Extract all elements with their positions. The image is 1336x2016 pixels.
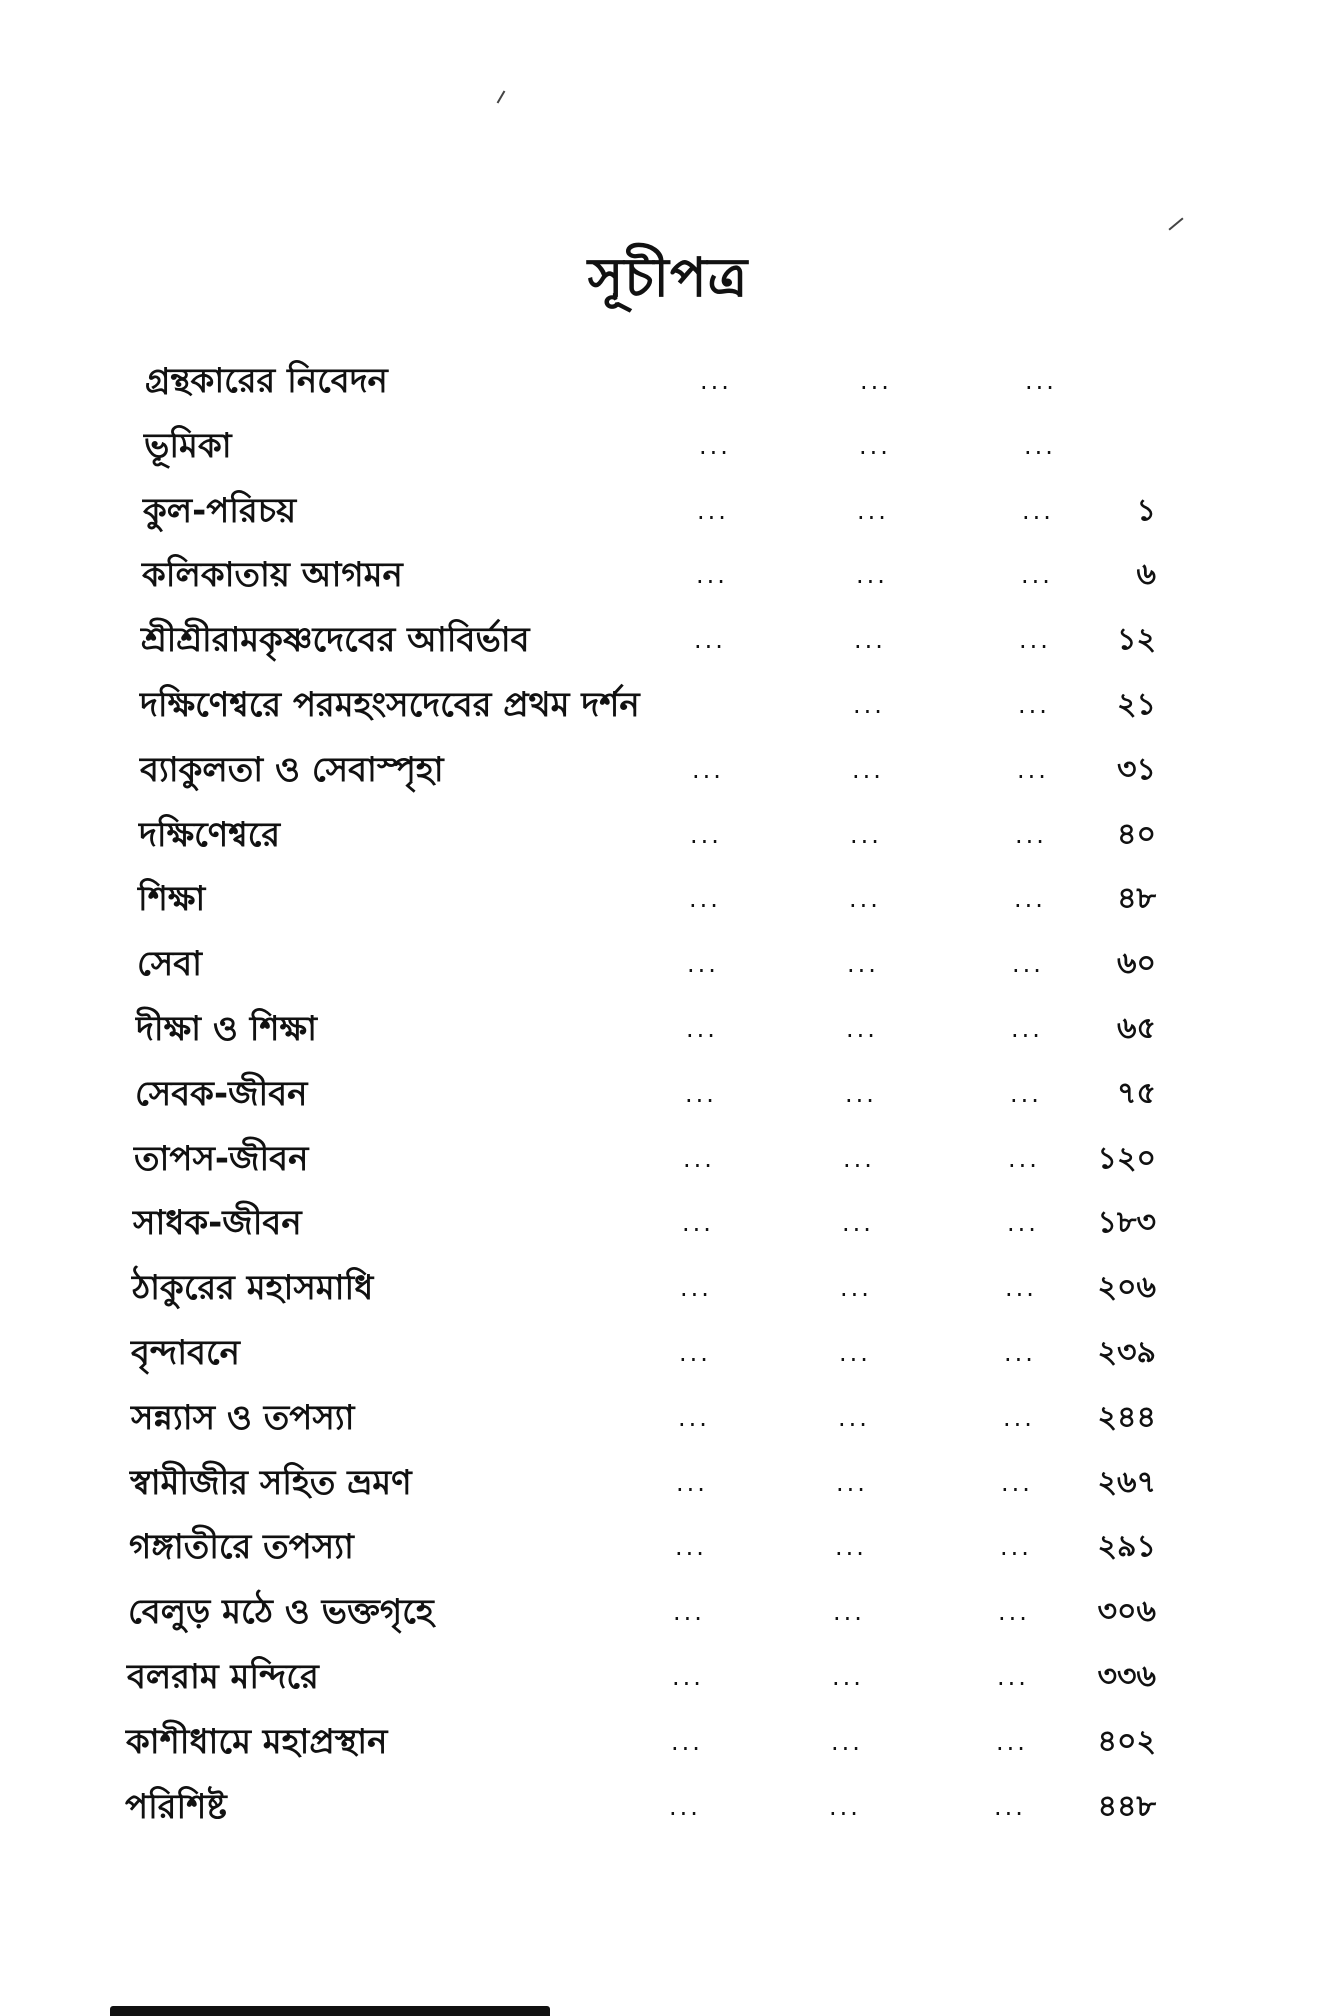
- leader-dots: ...: [680, 1274, 712, 1303]
- toc-page-number: ১২: [1117, 622, 1156, 658]
- toc-page-number: ৪৪৮: [1097, 1788, 1156, 1824]
- toc-entry-title: স্বামীজীর সহিত ভ্রমণ: [130, 1462, 412, 1503]
- leader-dots: ...: [840, 1274, 872, 1303]
- leader-dots: ...: [682, 1209, 714, 1238]
- toc-page-number: ৩০৬: [1097, 1594, 1156, 1630]
- leader-dots: ...: [669, 1792, 701, 1821]
- leader-dots: ...: [690, 820, 722, 849]
- leader-dots: ...: [852, 755, 884, 784]
- leader-dots: ...: [675, 1533, 707, 1562]
- leader-dots: ...: [678, 1403, 710, 1432]
- leader-dots: ...: [829, 1792, 861, 1821]
- toc-entry-title: ব্যাকুলতা ও সেবাস্পৃহা: [140, 749, 444, 790]
- toc-row[interactable]: [0, 936, 1336, 992]
- leader-dots: ...: [1015, 820, 1047, 849]
- toc-row[interactable]: [0, 1649, 1336, 1705]
- toc-entry-title: সাধক-জীবন: [133, 1203, 302, 1244]
- leader-dots: ...: [1022, 496, 1054, 525]
- toc-entry-title: ঠাকুরের মহাসমাধি: [132, 1268, 374, 1309]
- toc-page-number: ২৩৯: [1097, 1335, 1156, 1370]
- toc-row[interactable]: [0, 807, 1336, 863]
- leader-dots: ...: [847, 950, 879, 979]
- toc-row[interactable]: [0, 483, 1336, 539]
- leader-dots: ...: [833, 1598, 865, 1627]
- toc-page-number: ৩৩৬: [1097, 1659, 1156, 1694]
- toc-entry-title: বৃন্দাবনে: [131, 1333, 240, 1373]
- leader-dots: ...: [843, 1144, 875, 1173]
- leader-dots: ...: [997, 1663, 1029, 1691]
- leader-dots: ...: [996, 1727, 1028, 1756]
- leader-dots: ...: [859, 431, 891, 460]
- leader-dots: ...: [853, 691, 885, 719]
- toc-row[interactable]: [0, 1455, 1336, 1511]
- leader-dots: ...: [683, 1144, 715, 1173]
- leader-dots: ...: [1024, 431, 1056, 460]
- toc-entry-title: কুল-পরিচয়: [143, 490, 297, 531]
- leader-dots: ...: [856, 561, 888, 590]
- toc-row[interactable]: [0, 1519, 1336, 1575]
- leader-dots: ...: [857, 496, 889, 525]
- toc-entry-title: সন্ন্যাস ও তপস্যা: [131, 1397, 355, 1438]
- toc-entry-title: দীক্ষা ও শিক্ষা: [136, 1009, 317, 1049]
- leader-dots: ...: [694, 626, 726, 655]
- leader-dots: ...: [1008, 1144, 1040, 1173]
- toc-row[interactable]: [0, 353, 1336, 409]
- leader-dots: ...: [849, 885, 881, 914]
- leader-dots: ...: [686, 1015, 718, 1043]
- toc-page-number: ৪৮: [1117, 881, 1156, 917]
- toc-row[interactable]: [0, 418, 1336, 474]
- leader-dots: ...: [1011, 1015, 1043, 1043]
- toc-row[interactable]: [0, 742, 1336, 798]
- toc-page-number: ২৯১: [1097, 1529, 1156, 1565]
- toc-row[interactable]: [0, 1714, 1336, 1770]
- toc-row[interactable]: [0, 871, 1336, 927]
- leader-dots: ...: [839, 1339, 871, 1367]
- toc-page-number: ৪০২: [1097, 1723, 1156, 1759]
- toc-entry-title: কলিকাতায় আগমন: [142, 555, 403, 596]
- leader-dots: ...: [832, 1663, 864, 1691]
- toc-entry-title: শিক্ষা: [138, 879, 206, 920]
- leader-dots: ...: [672, 1663, 704, 1691]
- leader-dots: ...: [679, 1339, 711, 1367]
- toc-entry-title: দক্ষিণেশ্বরে: [139, 814, 281, 855]
- toc-entry-title: গঙ্গাতীরে তপস্যা: [129, 1527, 354, 1568]
- leader-dots: ...: [1010, 1079, 1042, 1108]
- toc-page-number: ১২০: [1097, 1140, 1156, 1176]
- toc-entry-title: বলরাম মন্দিরে: [127, 1657, 319, 1697]
- leader-dots: ...: [860, 367, 892, 395]
- toc-page-number: ৬০: [1116, 946, 1156, 982]
- leader-dots: ...: [994, 1792, 1026, 1821]
- toc-row[interactable]: [0, 1390, 1336, 1446]
- toc-page-number: ১৮৩: [1097, 1205, 1156, 1241]
- toc-page-number: ৩১: [1117, 751, 1156, 787]
- leader-dots: ...: [831, 1727, 863, 1756]
- leader-dots: ...: [846, 1015, 878, 1043]
- leader-dots: ...: [671, 1727, 703, 1756]
- toc-entry-title: সেবক-জীবন: [135, 1073, 308, 1114]
- toc-entry-title: কাশীধামে মহাপ্রস্থান: [126, 1721, 388, 1762]
- toc-entry-title: সেবা: [137, 944, 203, 985]
- toc-row[interactable]: [0, 612, 1336, 668]
- leader-dots: ...: [845, 1079, 877, 1108]
- toc-row[interactable]: [0, 1325, 1336, 1381]
- leader-dots: ...: [1012, 950, 1044, 979]
- leader-dots: ...: [1019, 626, 1051, 655]
- leader-dots: ...: [687, 950, 719, 979]
- leader-dots: ...: [1007, 1209, 1039, 1238]
- toc-row[interactable]: [0, 1066, 1336, 1122]
- leader-dots: ...: [692, 755, 724, 784]
- toc-entry-title: ভূমিকা: [144, 425, 232, 466]
- leader-dots: ...: [689, 885, 721, 914]
- toc-page-number: ২৬৭: [1097, 1464, 1156, 1500]
- toc-entry-title: দক্ষিণেশ্বরে পরমহংসদেবের প্রথম দর্শন: [140, 685, 640, 725]
- toc-entry-title: তাপস-জীবন: [134, 1138, 309, 1179]
- scan-edge: [110, 2006, 550, 2016]
- leader-dots: ...: [836, 1468, 868, 1497]
- leader-dots: ...: [835, 1533, 867, 1562]
- toc-row[interactable]: [0, 1260, 1336, 1316]
- leader-dots: ...: [1014, 885, 1046, 914]
- leader-dots: ...: [1025, 367, 1057, 395]
- leader-dots: ...: [1017, 755, 1049, 784]
- toc-row[interactable]: [0, 1195, 1336, 1251]
- leader-dots: ...: [850, 820, 882, 849]
- toc-row[interactable]: [0, 1584, 1336, 1640]
- toc-page-number: ১: [1136, 492, 1156, 528]
- toc-row[interactable]: [0, 1779, 1336, 1835]
- leader-dots: ...: [1018, 691, 1050, 719]
- toc-page-number: ২১: [1117, 687, 1156, 722]
- toc-entry-title: শ্রীশ্রীরামকৃষ্ণদেবের আবির্ভাব: [141, 620, 530, 661]
- leader-dots: ...: [1001, 1468, 1033, 1497]
- leader-dots: ...: [699, 431, 731, 460]
- toc-entry-title: গ্রন্থকারের নিবেদন: [145, 361, 388, 401]
- leader-dots: ...: [676, 1468, 708, 1497]
- toc-entry-title: পরিশিষ্ট: [125, 1786, 227, 1827]
- page-title: সূচীপত্র: [587, 246, 749, 309]
- leader-dots: ...: [838, 1403, 870, 1432]
- leader-dots: ...: [1000, 1533, 1032, 1562]
- leader-dots: ...: [700, 367, 732, 395]
- leader-dots: ...: [854, 626, 886, 655]
- toc-entry-title: বেলুড় মঠে ও ভক্তগৃহে: [128, 1592, 434, 1633]
- leader-dots: ...: [842, 1209, 874, 1238]
- leader-dots: ...: [1021, 561, 1053, 590]
- leader-dots: ...: [685, 1079, 717, 1108]
- toc-page-number: ২৪৪: [1097, 1399, 1156, 1435]
- toc-row[interactable]: [0, 1001, 1336, 1057]
- leader-dots: ...: [1004, 1339, 1036, 1367]
- leader-dots: ...: [697, 496, 729, 525]
- toc-row[interactable]: [0, 677, 1336, 733]
- toc-row[interactable]: [0, 1131, 1336, 1187]
- toc-page-number: ৪০: [1117, 816, 1156, 852]
- toc-page-number: ২০৬: [1097, 1270, 1156, 1306]
- toc-page-number: ৬৫: [1117, 1011, 1156, 1046]
- toc-row[interactable]: [0, 547, 1336, 603]
- leader-dots: ...: [1005, 1274, 1037, 1303]
- leader-dots: ...: [1003, 1403, 1035, 1432]
- toc-page-number: ৭৫: [1117, 1075, 1156, 1111]
- leader-dots: ...: [696, 561, 728, 590]
- toc-page-number: ৬: [1136, 557, 1156, 593]
- leader-dots: ...: [673, 1598, 705, 1627]
- leader-dots: ...: [998, 1598, 1030, 1627]
